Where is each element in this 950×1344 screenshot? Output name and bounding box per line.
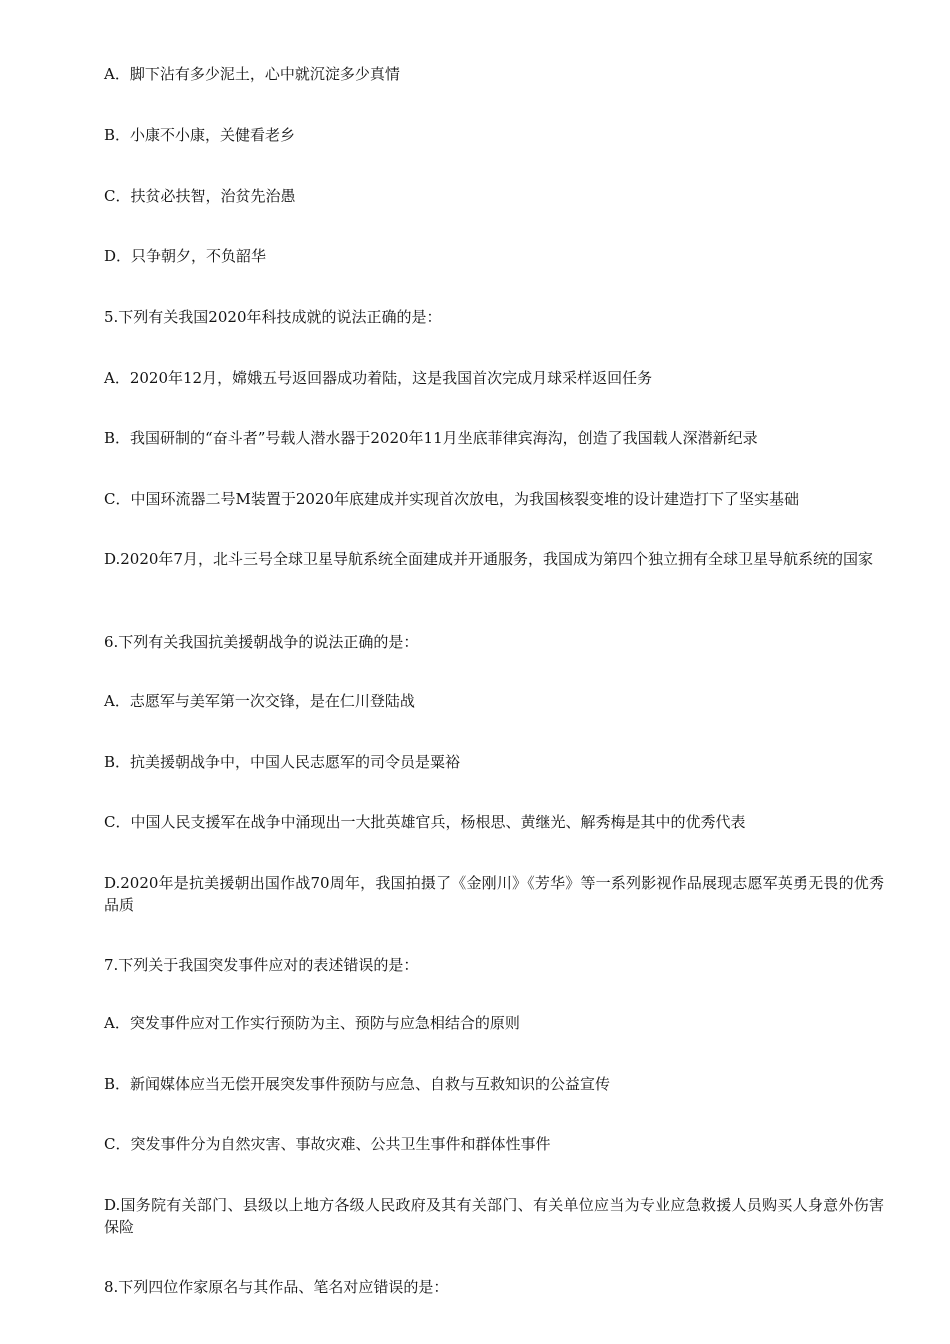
- q5-option-d: D.2020年7月，北斗三号全球卫星导航系统全面建成并开通服务，我国成为第四个独立拥有全球卫星导航系统的国家: [104, 550, 873, 568]
- q7-option-a: A．突发事件应对工作实行预防为主、预防与应急相结合的原则: [104, 1014, 520, 1032]
- q7-option-c: C．突发事件分为自然灾害、事故灾难、公共卫生事件和群体性事件: [104, 1135, 551, 1153]
- q4-option-b: B．小康不小康，关健看老乡: [104, 126, 296, 144]
- q7-stem: 7.下列关于我国突发事件应对的表述错误的是：: [104, 956, 419, 974]
- q5-stem: 5.下列有关我国2020年科技成就的说法正确的是：: [104, 308, 442, 326]
- q6-option-c: C．中国人民支援军在战争中涌现出一大批英雄官兵，杨根思、黄继光、解秀梅是其中的优秀代表: [104, 813, 746, 831]
- q4-option-c: C．扶贫必扶智，治贫先治愚: [104, 187, 296, 205]
- q6-stem: 6.下列有关我国抗美援朝战争的说法正确的是：: [104, 633, 419, 651]
- q5-option-a: A．2020年12月，嫦娥五号返回器成功着陆，这是我国首次完成月球采样返回任务: [104, 369, 653, 387]
- q7-option-b: B．新闻媒体应当无偿开展突发事件预防与应急、自救与互救知识的公益宣传: [104, 1075, 611, 1093]
- q5-option-b: B．我国研制的“奋斗者”号载人潜水器于2020年11月坐底菲律宾海沟，创造了我国载人深潜新纪录: [104, 429, 758, 447]
- q6-option-a: A．志愿军与美军第一次交锋，是在仁川登陆战: [104, 692, 415, 710]
- q8-stem: 8.下列四位作家原名与其作品、笔名对应错误的是：: [104, 1278, 449, 1296]
- q5-option-c: C．中国环流器二号M装置于2020年底建成并实现首次放电，为我国核裂变堆的设计建造打下了坚实基础: [104, 490, 800, 508]
- q6-option-b: B．抗美援朝战争中，中国人民志愿军的司令员是粟裕: [104, 753, 461, 771]
- q7-option-d: D.国务院有关部门、县级以上地方各级人民政府及其有关部门、有关单位应当为专业应急救援人员购买人身意外伤害保险: [104, 1196, 884, 1236]
- q4-option-a: A．脚下沾有多少泥土，心中就沉淀多少真情: [104, 65, 400, 83]
- q6-option-d: D.2020年是抗美援朝出国作战70周年，我国拍摄了《金刚川》《芳华》等一系列影视作品展现志愿军英勇无畏的优秀品质: [104, 874, 884, 914]
- q4-option-d: D．只争朝夕，不负韶华: [104, 247, 267, 265]
